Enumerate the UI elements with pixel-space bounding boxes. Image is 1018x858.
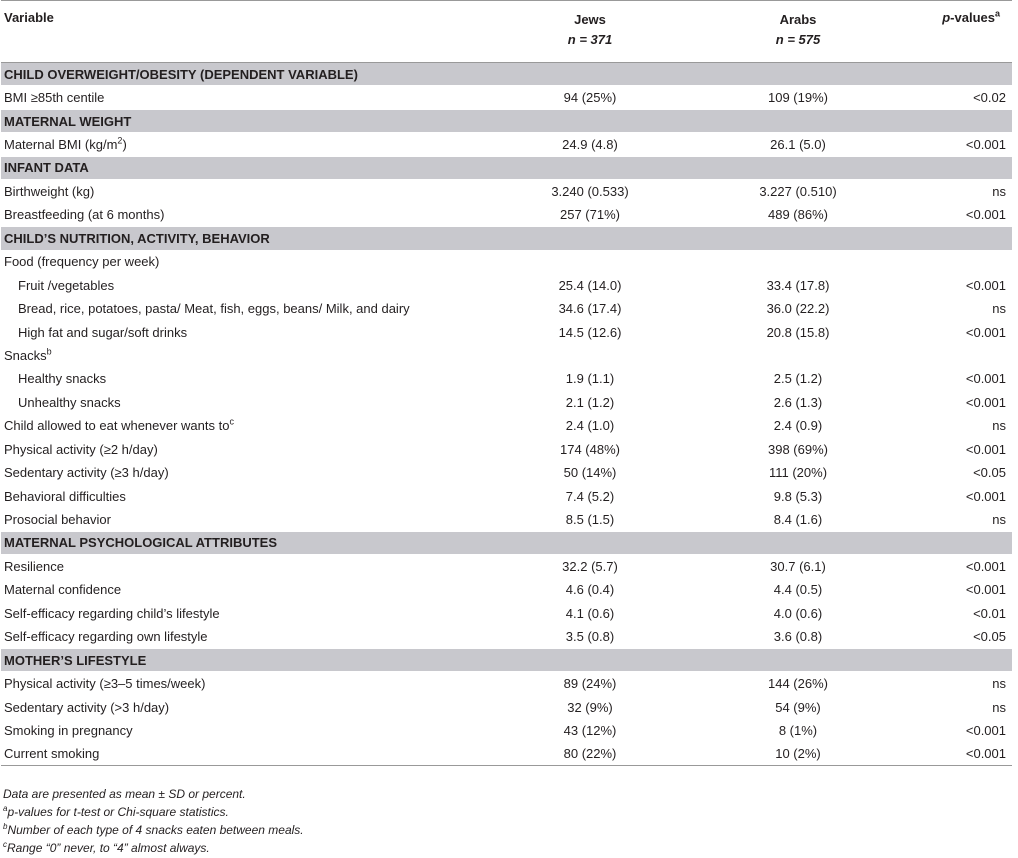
arabs-value: 3.6 (0.8) (773, 628, 823, 644)
p-value: ns (992, 676, 1006, 692)
table-row (1, 133, 1012, 156)
row-label: Healthy snacks (18, 371, 107, 387)
p-value (917, 250, 1012, 273)
p-value: <0.001 (965, 488, 1006, 504)
table-row (1, 602, 1012, 625)
row-label: Sedentary activity (>3 h/day) (4, 699, 170, 715)
row-label-cell (1, 578, 501, 601)
jews-value: 4.1 (0.6) (565, 605, 615, 621)
jews-value: 94 (25%) (563, 90, 617, 106)
table-row (1, 344, 1012, 367)
arabs-value: 4.0 (0.6) (773, 605, 823, 621)
jews-value: 50 (14%) (563, 465, 617, 481)
row-label-sup: c (229, 416, 234, 427)
footnote (3, 785, 304, 803)
section-label: CHILD’S NUTRITION, ACTIVITY, BEHAVIOR (1, 227, 1012, 250)
jews-value (501, 250, 679, 273)
row-label-cell (1, 391, 501, 414)
section-label: MATERNAL WEIGHT (1, 109, 1012, 132)
jews-value: 3.240 (0.533) (551, 184, 629, 200)
footnote (3, 839, 304, 857)
table-row (1, 438, 1012, 461)
row-label-cell (1, 672, 501, 695)
arabs-value: 144 (26%) (768, 676, 828, 692)
jews-value: 89 (24%) (563, 676, 617, 692)
header-jews (501, 1, 679, 63)
jews-value (501, 344, 679, 367)
row-label-sup: 2 (117, 135, 123, 146)
row-label-cell (1, 320, 501, 343)
header-arabs (679, 1, 917, 63)
jews-value: 80 (22%) (501, 742, 679, 765)
jews-value: 4.6 (0.4) (565, 582, 615, 598)
row-label: High fat and sugar/soft drinks (18, 324, 188, 340)
footnote-text: Number of each type of 4 snacks eaten between meals. (7, 823, 304, 837)
row-label: Sedentary activity (≥3 h/day) (4, 465, 169, 481)
row-label-cell (1, 719, 501, 742)
table-row (1, 414, 1012, 437)
table-body (1, 63, 1012, 766)
table-row (1, 508, 1012, 531)
jews-value: 25.4 (14.0) (558, 277, 622, 293)
row-label: Maternal BMI (kg/m (4, 137, 118, 153)
arabs-value: 10 (2%) (679, 742, 917, 765)
header-pvalues-p: p (942, 10, 951, 25)
section-row (1, 648, 1012, 671)
row-label-cell (1, 250, 501, 273)
row-label: BMI ≥85th centile (4, 90, 105, 106)
row-label-cell (1, 367, 501, 390)
table-row (1, 578, 1012, 601)
p-value: <0.001 (965, 277, 1006, 293)
row-label-cell (1, 344, 501, 367)
row-label: Food (frequency per week) (4, 254, 160, 270)
row-label-cell (1, 625, 501, 648)
jews-value: 34.6 (17.4) (558, 301, 622, 317)
section-row (1, 531, 1012, 554)
row-label-cell (1, 508, 501, 531)
row-label-cell (1, 555, 501, 578)
p-value: <0.001 (965, 137, 1006, 153)
row-label-cell (1, 695, 501, 718)
p-value: <0.05 (973, 465, 1006, 481)
row-label: Self-efficacy regarding child’s lifestyle (4, 605, 220, 621)
arabs-value: 2.4 (0.9) (773, 418, 823, 434)
row-label-cell (1, 180, 501, 203)
arabs-value (679, 344, 917, 367)
jews-value: 2.4 (1.0) (565, 418, 615, 434)
arabs-value: 4.4 (0.5) (773, 582, 823, 598)
table-row (1, 297, 1012, 320)
row-label: Maternal confidence (4, 582, 122, 598)
section-row (1, 156, 1012, 179)
table-row (1, 203, 1012, 226)
table-row (1, 742, 1012, 765)
p-value: <0.05 (973, 628, 1006, 644)
p-value: <0.02 (973, 90, 1006, 106)
header-arabs-label: Arabs (779, 12, 817, 27)
arabs-value: 33.4 (17.8) (766, 277, 830, 293)
row-label: Birthweight (kg) (4, 184, 95, 200)
header-pvalues-label: -values (950, 10, 995, 25)
footnote (3, 821, 304, 839)
row-label-cell (1, 86, 501, 109)
arabs-value: 489 (86%) (768, 207, 828, 223)
row-label: Breastfeeding (at 6 months) (4, 207, 165, 223)
jews-value: 24.9 (4.8) (562, 137, 618, 153)
row-label: Behavioral difficulties (4, 488, 126, 504)
table-row (1, 695, 1012, 718)
section-label: MATERNAL PSYCHOLOGICAL ATTRIBUTES (1, 531, 1012, 554)
table-row (1, 672, 1012, 695)
jews-value: 14.5 (12.6) (558, 324, 622, 340)
arabs-value: 30.7 (6.1) (770, 559, 826, 575)
row-label-cell (1, 438, 501, 461)
table-row (1, 391, 1012, 414)
table-row (1, 555, 1012, 578)
arabs-value: 3.227 (0.510) (759, 184, 837, 200)
table-row (1, 250, 1012, 273)
arabs-value: 54 (9%) (775, 699, 821, 715)
row-label-tail: ) (122, 137, 127, 153)
arabs-value: 36.0 (22.2) (766, 301, 830, 317)
p-value: <0.001 (965, 371, 1006, 387)
table-row (1, 719, 1012, 742)
row-label: Physical activity (≥3–5 times/week) (4, 676, 206, 692)
table-row (1, 273, 1012, 296)
jews-value: 174 (48%) (560, 441, 620, 457)
header-jews-label: Jews (574, 12, 606, 27)
p-value: <0.001 (965, 559, 1006, 575)
arabs-value: 26.1 (5.0) (770, 137, 826, 153)
row-label: Self-efficacy regarding own lifestyle (4, 628, 208, 644)
arabs-value: 2.5 (1.2) (773, 371, 823, 387)
table-row (1, 367, 1012, 390)
row-label: Snacks (4, 347, 47, 363)
row-label-cell (1, 273, 501, 296)
arabs-value (679, 250, 917, 273)
p-value: <0.001 (965, 582, 1006, 598)
row-label-cell (1, 133, 501, 156)
row-label: Prosocial behavior (4, 511, 111, 527)
row-label-cell (1, 203, 501, 226)
footnote-mark: c (3, 840, 7, 849)
row-label: Child allowed to eat whenever wants to (4, 418, 230, 434)
table-row (1, 86, 1012, 109)
footnote-mark: a (3, 804, 8, 813)
arabs-value: 20.8 (15.8) (766, 324, 830, 340)
row-label-cell (1, 414, 501, 437)
jews-value: 1.9 (1.1) (565, 371, 615, 387)
row-label-cell (1, 602, 501, 625)
comparison-table (1, 0, 1012, 766)
jews-value: 43 (12%) (563, 722, 617, 738)
table-header (1, 1, 1012, 63)
p-value: <0.001 (965, 207, 1006, 223)
table-row (1, 484, 1012, 507)
jews-value: 3.5 (0.8) (565, 628, 615, 644)
arabs-value: 8.4 (1.6) (773, 511, 823, 527)
section-row (1, 227, 1012, 250)
p-value: <0.001 (965, 324, 1006, 340)
arabs-value: 111 (20%) (768, 465, 828, 481)
footnote-mark: b (3, 822, 8, 831)
table-row (1, 180, 1012, 203)
p-value: ns (992, 511, 1006, 527)
row-label: Bread, rice, potatoes, pasta/ Meat, fish, eggs, beans/ Milk, and dairy (18, 301, 410, 317)
header-arabs-n: n = 575 (775, 32, 821, 47)
p-value: ns (992, 301, 1006, 317)
arabs-value: 398 (69%) (768, 441, 828, 457)
section-label: MOTHER’S LIFESTYLE (1, 648, 1012, 671)
footnote (3, 803, 304, 821)
header-pvalues (917, 1, 1012, 63)
p-value: <0.001 (917, 742, 1012, 765)
section-label: INFANT DATA (1, 156, 1012, 179)
footnote-text: p-values for t-test or Chi-square statistics. (7, 805, 229, 819)
row-label-cell (1, 461, 501, 484)
header-jews-n: n = 371 (567, 32, 613, 47)
p-value: ns (992, 699, 1006, 715)
jews-value: 32 (9%) (567, 699, 613, 715)
row-label-sup: b (46, 346, 52, 357)
table-row (1, 320, 1012, 343)
p-value: ns (992, 184, 1006, 200)
p-value: ns (992, 418, 1006, 434)
table-footnotes (3, 785, 304, 857)
header-pvalues-sup: a (994, 8, 1000, 19)
row-label: Unhealthy snacks (18, 394, 121, 410)
row-label: Smoking in pregnancy (4, 722, 133, 738)
table-row (1, 625, 1012, 648)
p-value: <0.001 (965, 441, 1006, 457)
row-label: Physical activity (≥2 h/day) (4, 441, 158, 457)
section-label: CHILD OVERWEIGHT/OBESITY (DEPENDENT VARIABLE) (1, 63, 1012, 86)
p-value: <0.001 (965, 394, 1006, 410)
p-value (917, 344, 1012, 367)
arabs-value: 2.6 (1.3) (773, 394, 823, 410)
jews-value: 2.1 (1.2) (565, 394, 615, 410)
arabs-value: 8 (1%) (778, 722, 818, 738)
footnote-text: Data are presented as mean ± SD or percent. (3, 787, 246, 801)
jews-value: 7.4 (5.2) (565, 488, 615, 504)
row-label: Current smoking (4, 746, 100, 762)
p-value: <0.01 (973, 605, 1006, 621)
jews-value: 257 (71%) (560, 207, 620, 223)
header-variable: Variable (1, 1, 501, 63)
jews-value: 8.5 (1.5) (565, 511, 615, 527)
row-label: Fruit /vegetables (18, 277, 115, 293)
table-row (1, 461, 1012, 484)
row-label: Resilience (4, 559, 64, 575)
row-label-cell (1, 297, 501, 320)
p-value: <0.001 (965, 722, 1006, 738)
row-label-cell (1, 742, 501, 765)
footnote-text: Range “0” never, to “4” almost always. (7, 841, 210, 855)
arabs-value: 9.8 (5.3) (773, 488, 823, 504)
section-row (1, 63, 1012, 86)
jews-value: 32.2 (5.7) (562, 559, 618, 575)
arabs-value: 109 (19%) (768, 90, 828, 106)
section-row (1, 109, 1012, 132)
row-label-cell (1, 484, 501, 507)
